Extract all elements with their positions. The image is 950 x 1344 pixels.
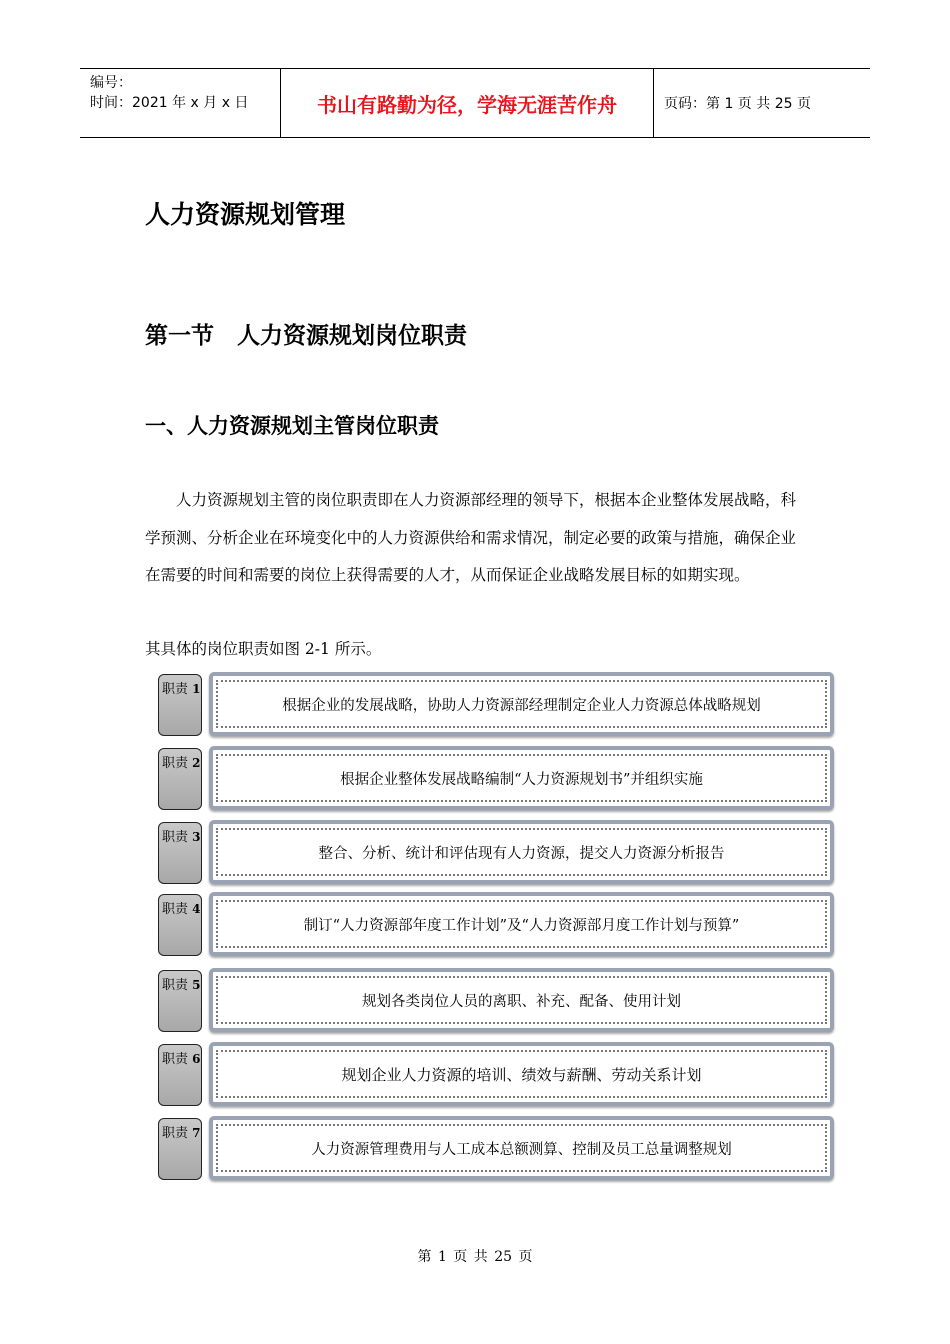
duty-box: [209, 820, 834, 884]
duty-tag-label: 职责: [162, 756, 189, 771]
document-title: 人力资源规划管理: [145, 200, 346, 229]
duty-text: 制订“人力资源部年度工作计划”及“人力资源部月度工作计划与预算”: [216, 900, 827, 948]
duty-tag-label: 职责: [162, 1052, 189, 1067]
duty-tag: [158, 822, 202, 884]
page-footer: 第 1 页 共 25 页: [417, 1249, 533, 1265]
duty-text: 规划企业人力资源的培训、绩效与薪酬、劳动关系计划: [216, 1050, 827, 1098]
duty-tag: [158, 970, 202, 1032]
duty-row: [158, 746, 834, 810]
duty-row: [158, 672, 834, 736]
header-meta: [80, 69, 281, 137]
duty-tag: [158, 748, 202, 810]
duty-row: [158, 968, 834, 1032]
duty-box: [209, 1042, 834, 1106]
duty-tag-number: 7: [192, 1126, 201, 1140]
duty-box: [209, 746, 834, 810]
duty-text: 根据企业的发展战略，协助人力资源部经理制定企业人力资源总体战略规划: [216, 680, 827, 728]
section-title: 第一节 人力资源规划岗位职责: [145, 323, 467, 349]
header-page-info: 页码：第 1 页 共 25 页: [664, 96, 811, 112]
duty-box: [209, 968, 834, 1032]
duty-text: 人力资源管理费用与人工成本总额测算、控制及员工总量调整规划: [216, 1124, 827, 1172]
duty-tag-label: 职责: [162, 830, 189, 845]
duty-tag: [158, 674, 202, 736]
duty-row: [158, 1116, 834, 1180]
duty-tag: [158, 894, 202, 956]
subsection-title: 一、人力资源规划主管岗位职责: [145, 414, 439, 438]
date-label: 时间：2021 年 x 月 x 日: [90, 95, 249, 111]
body-paragraph: 人力资源规划主管的岗位职责即在人力资源部经理的领导下，根据本企业整体发展战略，科学预测、分析企业在环境变化中的人力资源供给和需求情况，制定必要的政策与措施，确保企业在需要的时间和需要的岗位上获得需要的人才，从而保证企业战略发展目标的如期实现。: [145, 491, 797, 584]
duty-box: [209, 672, 834, 736]
duty-text: 整合、分析、统计和评估现有人力资源，提交人力资源分析报告: [216, 828, 827, 876]
header-table: [80, 68, 870, 138]
duty-tag-number: 1: [192, 682, 201, 696]
duty-tag-number: 3: [192, 830, 201, 844]
duty-tag-label: 职责: [162, 978, 189, 993]
header-motto: 书山有路勤为径，学海无涯苦作舟: [281, 69, 654, 137]
duty-tag-label: 职责: [162, 1126, 189, 1141]
duty-tag-number: 4: [192, 902, 201, 916]
duty-tag-label: 职责: [162, 902, 189, 917]
duty-tag-number: 6: [192, 1052, 201, 1066]
duty-box: [209, 1116, 834, 1180]
number-label: 编号：: [90, 75, 132, 91]
duty-box: [209, 892, 834, 956]
intro-line: 其具体的岗位职责如图 2-1 所示。: [145, 640, 382, 658]
duty-text: 规划各类岗位人员的离职、补充、配备、使用计划: [216, 976, 827, 1024]
duty-tag: [158, 1044, 202, 1106]
duty-tag-number: 2: [192, 756, 201, 770]
duty-tag-number: 5: [192, 978, 201, 992]
duty-tag: [158, 1118, 202, 1180]
duty-tag-label: 职责: [162, 682, 189, 697]
duty-row: [158, 1042, 834, 1106]
duty-text: 根据企业整体发展战略编制“人力资源规划书”并组织实施: [216, 754, 827, 802]
duty-row: [158, 820, 834, 884]
duty-row: [158, 892, 834, 956]
